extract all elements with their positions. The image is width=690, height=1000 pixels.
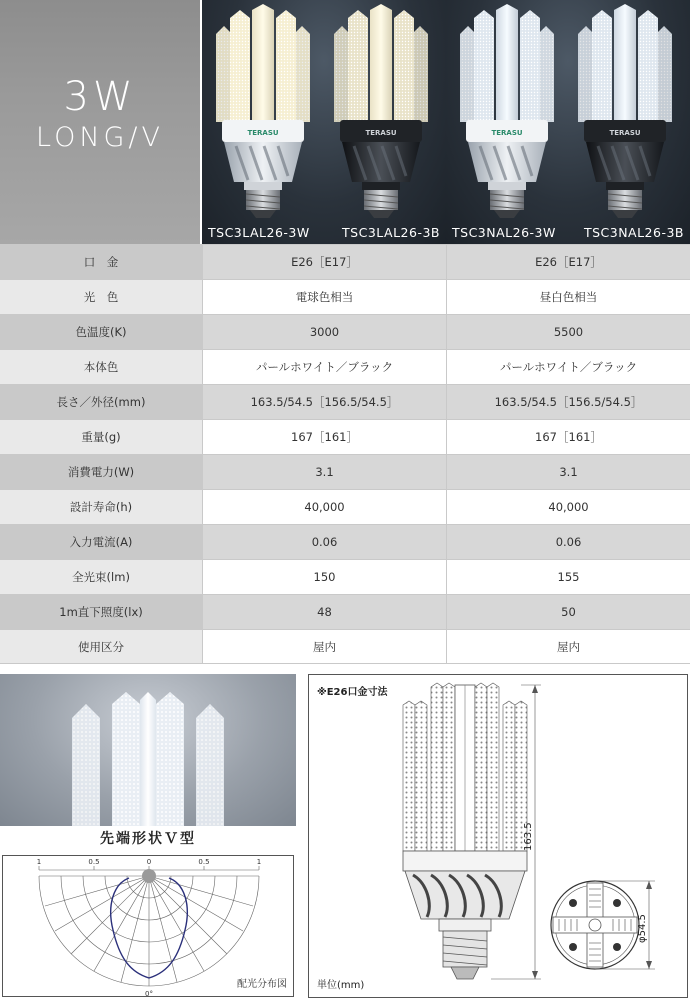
product-photo-cool bbox=[446, 0, 690, 244]
model-name: TSC3LAL26-3W bbox=[208, 225, 310, 240]
spec-value-cool: 50 bbox=[446, 595, 690, 629]
spec-value-cool: 155 bbox=[446, 560, 690, 594]
dimension-title: ※E26口金寸法 bbox=[317, 687, 388, 698]
spec-value-warm: 電球色相当 bbox=[202, 280, 446, 314]
spec-row bbox=[0, 524, 690, 559]
tip-shape-caption: 先端形状Ｖ型 bbox=[100, 831, 196, 847]
spec-value-warm: 3.1 bbox=[202, 455, 446, 489]
spec-value-cool: 5500 bbox=[446, 315, 690, 349]
model-name: TSC3NAL26-3B bbox=[583, 225, 684, 240]
scale-tick: 1 bbox=[256, 858, 262, 866]
spec-value-cool: パールホワイト／ブラック bbox=[446, 350, 690, 384]
scale-tick: 0.5 bbox=[198, 858, 210, 866]
scale-tick: 0 bbox=[146, 858, 152, 866]
spec-value-cool: 3.1 bbox=[446, 455, 690, 489]
spec-row bbox=[0, 244, 690, 279]
type-title: LONG/V bbox=[35, 122, 165, 153]
angle-tick: 0° bbox=[145, 990, 153, 998]
scale-tick: 0.5 bbox=[88, 858, 100, 866]
bulb-white-cool-image bbox=[452, 4, 562, 220]
spec-label: 口 金 bbox=[0, 245, 202, 279]
spec-label: 本体色 bbox=[0, 350, 202, 384]
scale-tick: 1 bbox=[36, 858, 42, 866]
brand-logo: TERASU bbox=[365, 129, 397, 137]
spec-label: 光 色 bbox=[0, 280, 202, 314]
spec-value-warm: 48 bbox=[202, 595, 446, 629]
spec-value-cool: 40,000 bbox=[446, 490, 690, 524]
length-value: 163.5 bbox=[523, 822, 534, 851]
spec-label: 入力電流(A) bbox=[0, 525, 202, 559]
wattage-title: 3W bbox=[63, 74, 137, 120]
tip-shape-photo bbox=[0, 674, 296, 826]
product-photo-warm bbox=[202, 0, 446, 244]
header bbox=[0, 0, 690, 244]
spec-value-warm: 167［161］ bbox=[202, 420, 446, 454]
brand-logo: TERASU bbox=[609, 129, 641, 137]
spec-label: 1m直下照度(lx) bbox=[0, 595, 202, 629]
spec-row bbox=[0, 384, 690, 419]
spec-row bbox=[0, 279, 690, 314]
spec-value-warm: パールホワイト／ブラック bbox=[202, 350, 446, 384]
spec-row bbox=[0, 489, 690, 524]
spec-row bbox=[0, 559, 690, 594]
brand-logo: TERASU bbox=[247, 129, 279, 137]
spec-row bbox=[0, 594, 690, 629]
spec-value-warm: 3000 bbox=[202, 315, 446, 349]
spec-value-warm: E26［E17］ bbox=[202, 245, 446, 279]
led-tip-image bbox=[0, 674, 296, 826]
dimension-drawing bbox=[308, 674, 688, 998]
spec-value-warm: 150 bbox=[202, 560, 446, 594]
bulb-black-warm-image bbox=[326, 4, 436, 220]
spec-value-cool: 163.5/54.5［156.5/54.5］ bbox=[446, 385, 690, 419]
spec-value-cool: 167［161］ bbox=[446, 420, 690, 454]
unit-label: 単位(mm) bbox=[317, 980, 365, 991]
title-box bbox=[0, 0, 200, 244]
spec-table bbox=[0, 244, 690, 664]
bulb-black-cool-image bbox=[570, 4, 680, 220]
spec-value-cool: 屋内 bbox=[446, 630, 690, 663]
light-distribution-diagram bbox=[2, 855, 294, 997]
spec-label: 設計寿命(h) bbox=[0, 490, 202, 524]
spec-value-warm: 屋内 bbox=[202, 630, 446, 663]
spec-label: 使用区分 bbox=[0, 630, 202, 663]
spec-row bbox=[0, 314, 690, 349]
spec-value-warm: 40,000 bbox=[202, 490, 446, 524]
spec-value-cool: 0.06 bbox=[446, 525, 690, 559]
spec-value-warm: 163.5/54.5［156.5/54.5］ bbox=[202, 385, 446, 419]
spec-label: 消費電力(W) bbox=[0, 455, 202, 489]
spec-row bbox=[0, 419, 690, 454]
spec-label: 重量(g) bbox=[0, 420, 202, 454]
spec-value-cool: 昼白色相当 bbox=[446, 280, 690, 314]
spec-row bbox=[0, 454, 690, 489]
spec-row bbox=[0, 629, 690, 664]
spec-label: 全光束(lm) bbox=[0, 560, 202, 594]
lamp-icon bbox=[142, 869, 156, 883]
diameter-value: φ54.5 bbox=[637, 914, 648, 943]
spec-row bbox=[0, 349, 690, 384]
spec-value-cool: E26［E17］ bbox=[446, 245, 690, 279]
model-name: TSC3LAL26-3B bbox=[342, 225, 440, 240]
spec-label: 長さ／外径(mm) bbox=[0, 385, 202, 419]
distribution-label: 配光分布図 bbox=[237, 979, 287, 990]
spec-label: 色温度(K) bbox=[0, 315, 202, 349]
model-name: TSC3NAL26-3W bbox=[452, 225, 556, 240]
brand-logo: TERASU bbox=[491, 129, 523, 137]
bulb-white-warm-image bbox=[208, 4, 318, 220]
spec-value-warm: 0.06 bbox=[202, 525, 446, 559]
